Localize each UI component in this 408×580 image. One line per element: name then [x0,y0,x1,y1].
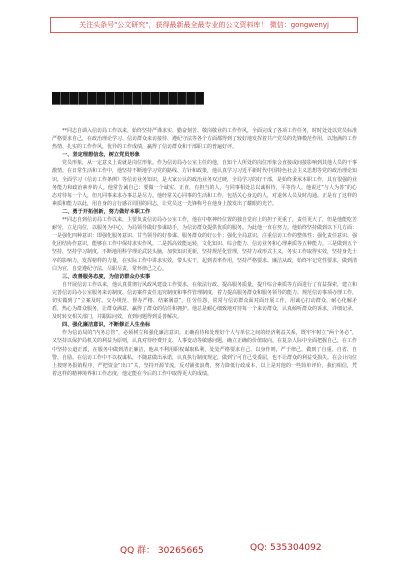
qq-group-text: QQ 群： 30265665 [120,546,204,556]
section-heading-3: 三、改善服务态度，为信访群众办实事 [62,273,151,280]
section-heading-4: 四、强化廉洁意识，不断修正人生坐标 [62,322,151,329]
paragraph-4: 作为信访局的“内务总管”，必须树立和强化廉洁意识，正确看待和处理好个人与单位之间的经济利益关系，既牢牢树立“两个务必”，又坚持以保护局机关的利益为原则，认真对待经费开支、人事变动等敏感问题，确立正确的价值取向。在复杂人际中全面把握自己，在工作中坚持公道正派，在服务中做到清正廉洁，他从不利用职权谋取私利，处处严格要求自己，以身作则，严于律己，做到了自重、自省、自警、自励。在信访工作中不以权谋私，不随意做出承诺，认真执行制度规定，做到宁可自己受委屈，也不让群众的利益受损失。在会计岗位上按财务报销程序，严把资金“出口”关，坚持开源节流，反对铺张浪费，努力降低行政成本，以上是对他的一些简单评价，我们相信，凭着这样的精神境界和工作态度，他定能在今后的工作中取得更大的成绩。 [52,330,357,377]
section-heading-2: 二、勇于开拓创新，努力做好本职工作 [62,208,151,215]
contact-footer [0,543,408,557]
paragraph-3: 自开展信访工作以来，他认真贯彻行风政风建设工作要求，在依法行政、提高服务质量，提升综合素质等方面进行了有益探索，建立和完善信访局办公室服务来访制度、信访案件责任追究制度和事件管理制度，着力提高服务群众和服务领导的能力。规范信访事项办理工作，切实做到了“立案及时、交办规范、督办严格、结案满意”。任劳任怨，常常与信访群众面对面开展工作，用诚心打动群众，耐心化解矛盾，热心为群众服务，让群众满意，赢得了群众的信任和拥护。他总是耐心细致地对待每一个来访群众，认真倾听群众的诉求，详细记录，及时转交相关部门，并跟踪问效，直到问题得到妥善解决。 [52,281,357,321]
document-title: █████████████████ [52,92,205,105]
paragraph-intro: **同志自调入信访局工作以来，始终坚持严谨求实、勤奋刻苦、敬岗敬业的工作作风，全面完成了各项工作任务，时时处处以党员标准严格要求自己，在政治理论学习、信访群众来访接待、遵纪守法等各个方面都得到了较好地发挥着共产党员的先锋模范作用，以饱满的工作热情、扎实的工作作风，优异的工作成绩，赢得了信访群众和干部职工的普遍好评。 [52,128,357,151]
promo-banner: 关注头条号"公文研究"，获得最新最全最专业的公文资料库！ 微信：gongwenyj [50,17,358,33]
document-body [52,127,357,522]
qq-number-text: QQ: 535304092 [250,543,322,553]
paragraph-1: 党员形象，从一定意义上说就是岗位形象。作为信访局办公室主任的他，自知个人所处的岗位形象会直接或间接影响到其他人员的干事激情。在日常生活和工作中，他坚持不断地学习党的路线、方针和政策，他认真学习习近平新时代中国特色社会主义思想等党的政治理论知识，全面学习《信访工作条例》等信访业务知识，是大家公认的政治业务双过硬，全局学习的好干部，是始终秉承本职工作，具有很强的业务能力和政治素养的人。他常告诫自己：要做一个诚实、正直，有担当的人，与同事相处总以诚相待，平等待人。他说过“与人为善”的心态对待每一个人，但凡同事来求办事总是尽力。他经常关心同事的生活和工作，包括关心身边的人，对退休人员及时沟通。正是有了这样的素质和能力以此，用自身的言行感召周围的同志，让党员这一先锋称号在他身上散发出了耀眼的光芒。 [52,160,357,207]
section-heading-1: 一、坚定理想信念，树立党员形象 [62,152,140,159]
paragraph-2: **同志自到信访局工作以来，主要负责信访局办公室工作，他在中枢神经位置的独自觉肩上的担子更重了，责任更大了，但是他能吃苦耐劳，立足岗位，以服务为中心，为局领导做好参谋助手，为信访群众提供优质的服务。为此他一直在努力。他始终坚持做到以下几方面：一是强化四种意识：即强化服务意识、甘当领导的好参谋、服务群众的好公仆；强化全局意识，注重信访工作的整体性；强化责任意识、强化团结协作意识，能够在工作中保持求实作风。二是抓高效能运转，文化知识、综合能力、信访业务和心理素质等五种能力。三是做到五个坚持，坚持学习制度，不断地用科学理论武装头脑，加快知识更新，坚持规范化管理，坚持力戒形式主义，务实工作取得实效，坚持身先士卒的影响力，发挥榜样的力量，在实际工作中讲求实效，带头实干，起到表率作用，坚持严格要求、廉洁从政，始终牢记党性要求，做到清白为官，自觉遵纪守法，尽职尽责，常怀律己之心。 [52,217,357,272]
